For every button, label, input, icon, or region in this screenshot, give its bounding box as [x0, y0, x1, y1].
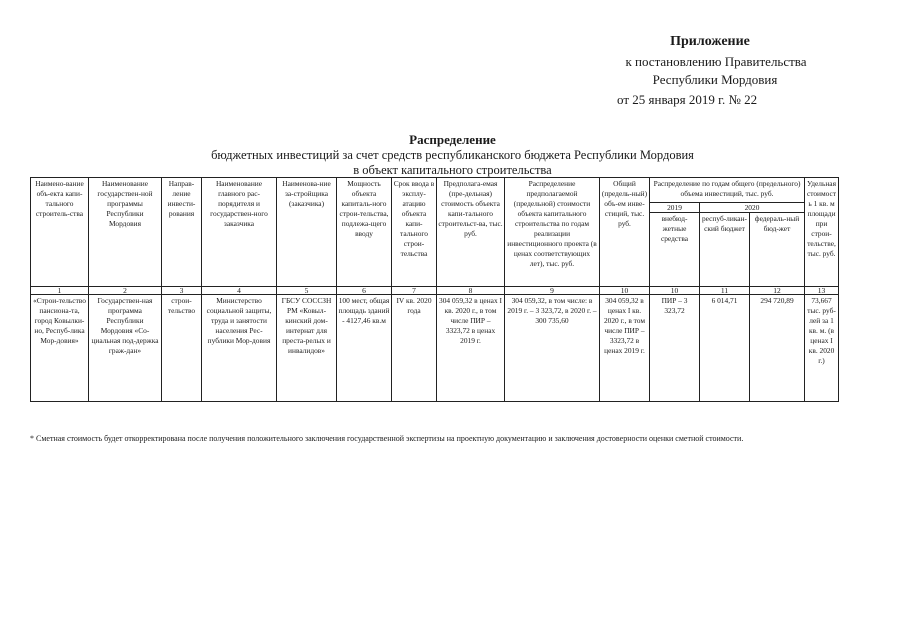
header-distribution-by-years: Распределение по годам общего (предельного) объема инвестиций, тыс. руб.: [650, 178, 805, 203]
header-cost-distribution: Распределение предполагаемой (предельной) стоимости объекта капитального строительства по годам реализации инвестиционного проекта (в ценах соответствующих лет), тыс. руб.: [505, 178, 600, 287]
header-commission-date: Срок ввода в эксплу-атацию объекта капи-тального строи-тельства: [392, 178, 437, 287]
cell-developer: ГБСУ СОССЗН РМ «Ковыл-кинский дом-интернат для преста-релых и инвалидов»: [277, 295, 337, 402]
cell-total-investment: 304 059,32 в ценах I кв. 2020 г., в том числе ПИР – 3323,72 в ценах 2019 г.: [600, 295, 650, 402]
appendix-title: Приложение: [670, 34, 750, 49]
cell-unit-cost: 73,667 тыс. руб-лей за 1 кв. м. (в ценах I кв. 2020 г.): [805, 295, 839, 402]
investment-table: [30, 177, 839, 402]
table-row: [31, 295, 839, 402]
header-object-name: Наимено-вание объ-екта капи-тального строитель-ства: [31, 178, 89, 287]
document-subtitle: бюджетных инвестиций за счет средств республиканского бюджета Республики Мордовия: [211, 148, 694, 162]
col-number: 2: [89, 287, 162, 295]
document-title: Распределение: [409, 132, 496, 147]
cell-cost-distribution: 304 059,32, в том числе: в 2019 г. – 3 323,72, в 2020 г. – 300 735,60: [505, 295, 600, 402]
header-year-2019: 2019: [650, 203, 700, 213]
cell-capacity: 100 мест, общая площадь зданий - 4127,46 кв.м: [337, 295, 392, 402]
footnote: * Сметная стоимость будет откорректирована после получения положительного заключения государственной экспертизы на проектную документацию и заключения достоверности оценки сметной стоимости.: [30, 434, 744, 443]
header-unit-cost: Удельная стоимость 1 кв. м площади при строи-тельстве, тыс. руб.: [805, 178, 839, 287]
col-number: 10: [600, 287, 650, 295]
header-total-investment: Общий (предель-ный) объ-ем инве-стиций, тыс. руб.: [600, 178, 650, 287]
col-number: 5: [277, 287, 337, 295]
document-subtitle-2: в объект капитального строительства: [353, 163, 552, 177]
col-number: 7: [392, 287, 437, 295]
col-number: 8: [437, 287, 505, 295]
col-number: 11: [700, 287, 750, 295]
col-number: 13: [805, 287, 839, 295]
header-republican-budget: респуб-ликан-ский бюджет: [700, 213, 750, 287]
col-number: 4: [202, 287, 277, 295]
col-number: 9: [505, 287, 600, 295]
col-number: 6: [337, 287, 392, 295]
appendix-date-number: от 25 января 2019 г. № 22: [617, 92, 758, 107]
cell-republican-budget: 6 014,71: [700, 295, 750, 402]
header-developer: Наименова-ние за-стройщика (заказчика): [277, 178, 337, 287]
header-program-name: Наименование государствен-ной программы Республики Мордовия: [89, 178, 162, 287]
col-number: 12: [750, 287, 805, 295]
col-number: 1: [31, 287, 89, 295]
col-number: 10: [650, 287, 700, 295]
header-chief-manager: Наименование главного рас-порядителя и государствен-ного заказчика: [202, 178, 277, 287]
table-number-row: [31, 287, 839, 295]
col-number: 3: [162, 287, 202, 295]
cell-federal-budget: 294 720,89: [750, 295, 805, 402]
header-extrabudgetary: внебюд-жетные средства: [650, 213, 700, 287]
cell-program-name: Государствен-ная программа Республики Мордовия «Со-циальная под-держка граж-дан»: [89, 295, 162, 402]
cell-object-name: «Строи-тельство пансиона-та, город Ковылки-но, Респуб-лика Мор-довия»: [31, 295, 89, 402]
cell-chief-manager: Министерство социальной защиты, труда и занятости населения Рес-публики Мор-довия: [202, 295, 277, 402]
header-estimated-cost: Предполага-емая (пре-дельная) стоимость объекта капи-тального строительст-ва, тыс. руб.: [437, 178, 505, 287]
header-federal-budget: федераль-ный бюд-жет: [750, 213, 805, 287]
cell-extrabudgetary: ПИР – 3 323,72: [650, 295, 700, 402]
header-year-2020: 2020: [700, 203, 805, 213]
appendix-line-resolution: к постановлению Правительства: [625, 54, 807, 69]
cell-commission-date: IV кв. 2020 года: [392, 295, 437, 402]
table-header-row: [31, 178, 839, 203]
cell-investment-direction: строи-тельство: [162, 295, 202, 402]
cell-estimated-cost: 304 059,32 в ценах I кв. 2020 г., в том числе ПИР – 3323,72 в ценах 2019 г.: [437, 295, 505, 402]
appendix-line-republic: Республики Мордовия: [652, 72, 778, 87]
header-capacity: Мощность объекта капиталь-ного строи-тельства, подлежа-щего вводу: [337, 178, 392, 287]
header-investment-direction: Направ-ление инвести-рования: [162, 178, 202, 287]
